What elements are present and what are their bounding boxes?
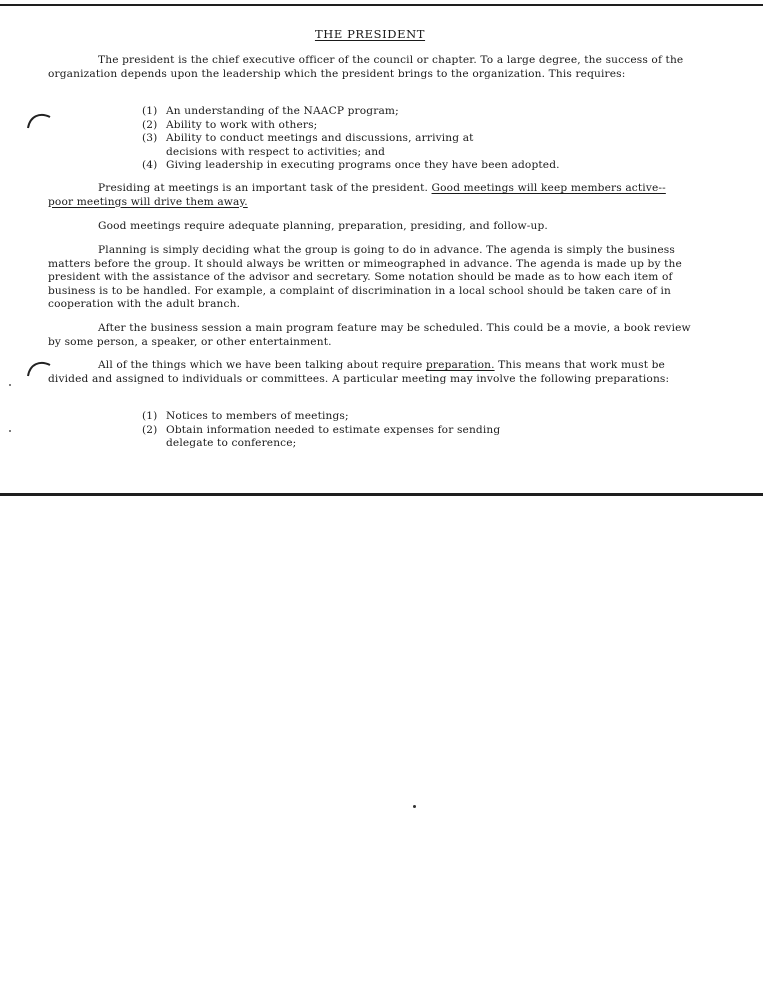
- list-item: [142, 105, 662, 119]
- list-item: [142, 132, 662, 159]
- paragraph-program-feature-text: After the business session a main program feature may be scheduled. This could be a movie, a book review by some person, a speaker, or other entertainment.: [48, 322, 691, 348]
- list-item: [142, 159, 662, 173]
- paragraph-presiding-underlined: Good meetings will keep members active--poor meetings will drive them away.: [48, 182, 666, 208]
- paragraph-presiding-text: Presiding at meetings is an important task of the president.: [98, 182, 428, 194]
- bottom-page-rule: [0, 493, 763, 496]
- paragraph-planning: [48, 244, 698, 312]
- scan-speck: [9, 384, 11, 386]
- paragraph-good-meetings: [48, 220, 698, 234]
- list-item-text: An understanding of the NAACP program;: [166, 105, 399, 117]
- preparations-list: [142, 410, 542, 451]
- list-item: [142, 119, 662, 133]
- paragraph-good-meetings-text: Good meetings require adequate planning, preparation, presiding, and follow-up.: [98, 220, 548, 232]
- page-title-text: THE PRESIDENT: [314, 27, 426, 41]
- list-item-number: (2): [142, 118, 158, 131]
- paragraph-presiding: [48, 182, 673, 209]
- scan-speck: [9, 430, 11, 432]
- list-item-number: (1): [142, 410, 158, 422]
- page-title: [0, 27, 740, 41]
- list-item-text: Ability to conduct meetings and discussions, arriving at decisions with respect to activities; and: [166, 132, 474, 158]
- top-page-rule: [0, 4, 763, 6]
- paragraph-preparation-text-before: All of the things which we have been talking about require: [98, 359, 423, 371]
- paragraph-preparation: [48, 359, 698, 386]
- paragraph-planning-text: Planning is simply deciding what the group is going to do in advance. The agenda is simply the business matters before the group. It should always be written or mimeographed in advance. The agenda is made up by the president with the assistance of the advisor and secretary. Some notation should be made as to how each item of business is to be handled. For example, a complaint of discrimination in a local school should be taken care of in cooperation with the adult branch.: [48, 244, 682, 310]
- list-item-number: (1): [142, 105, 158, 117]
- scan-speck: [413, 805, 416, 808]
- list-item: [142, 424, 542, 451]
- list-item-text: Obtain information needed to estimate expenses for sending delegate to conference;: [166, 423, 501, 449]
- paragraph-program-feature: [48, 322, 698, 349]
- list-item-number: (3): [142, 132, 158, 144]
- paragraph-intro: [48, 54, 698, 81]
- list-item-number: (4): [142, 159, 158, 171]
- requirements-list: [142, 105, 662, 173]
- binder-hole-mark-top: [24, 108, 54, 132]
- paragraph-preparation-text-after: This means that work must be divided and assigned to individuals or committees. A particular meeting may involve the following preparations:: [48, 359, 670, 385]
- paragraph-preparation-underlined: preparation.: [426, 359, 495, 371]
- list-item-text: Giving leadership in executing programs once they have been adopted.: [166, 159, 560, 171]
- list-item-text: Notices to members of meetings;: [166, 410, 349, 422]
- list-item-number: (2): [142, 423, 158, 436]
- paragraph-intro-text: The president is the chief executive officer of the council or chapter. To a large degree, the success of the organization depends upon the leadership which the president brings to the organization. This requires:: [48, 54, 684, 80]
- list-item-text: Ability to work with others;: [166, 118, 318, 131]
- list-item: [142, 410, 542, 424]
